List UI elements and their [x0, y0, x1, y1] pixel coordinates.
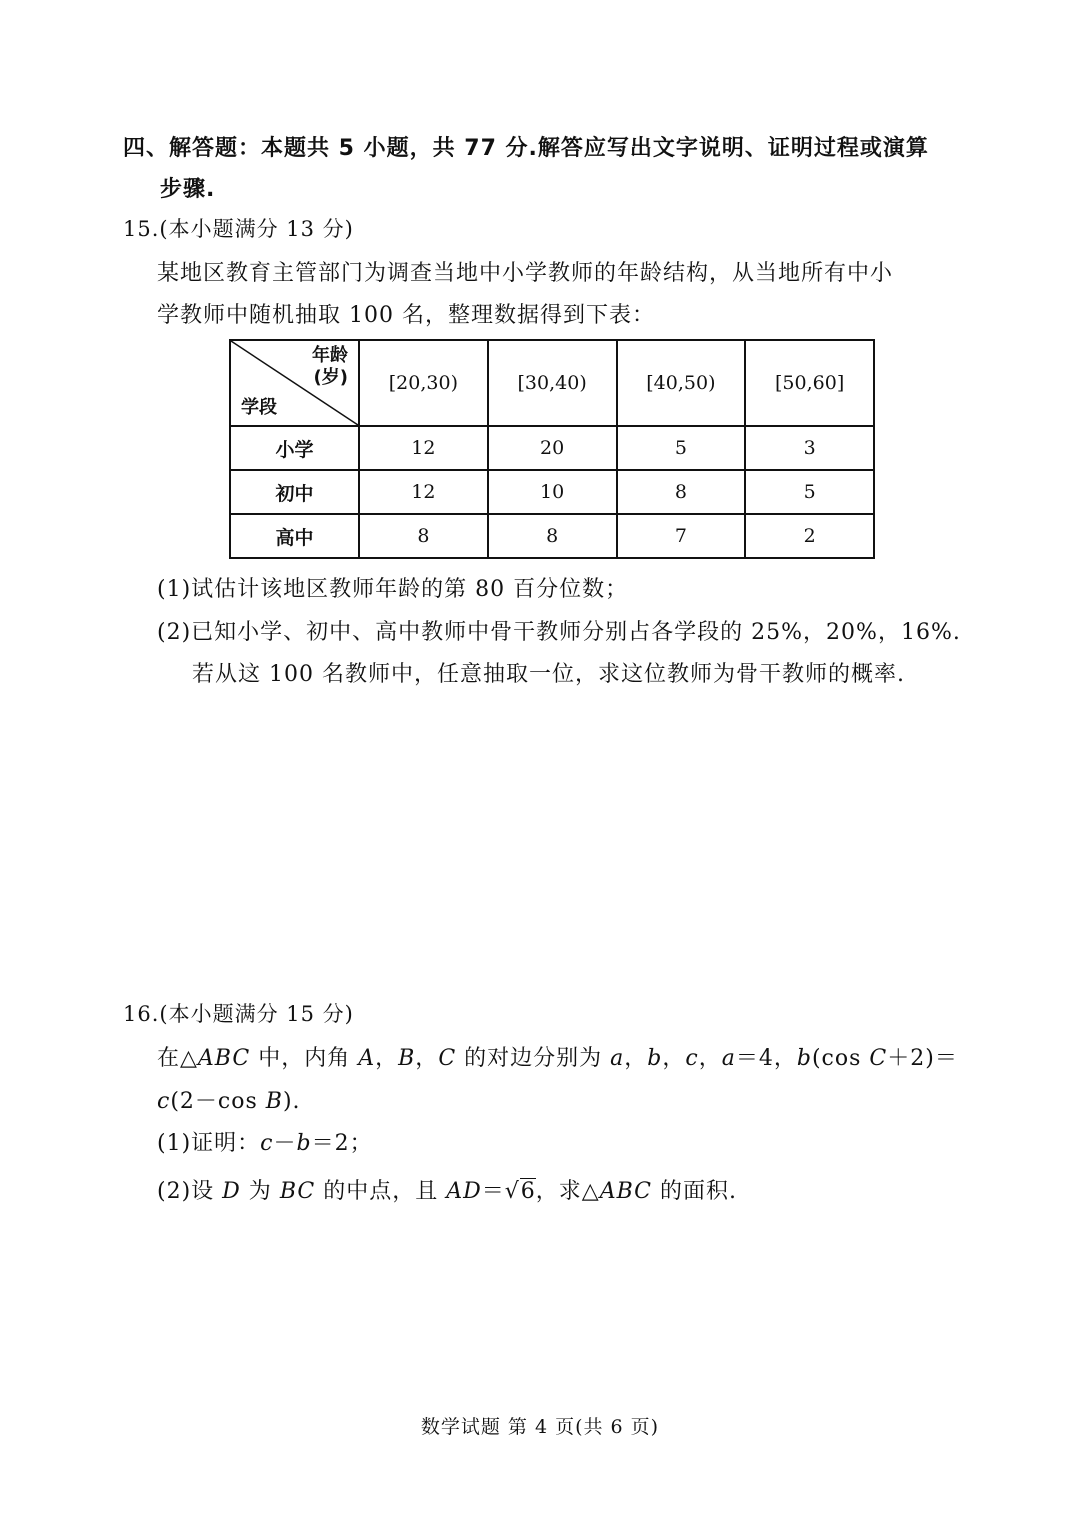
q16-title: 16.(本小题满分 15 分) [123, 1002, 354, 1026]
q16-statement-line1: 在△ABC 中，内角 A，B，C 的对边分别为 a，b，c，a＝4，b(cos C＋2)＝ [157, 1046, 958, 1071]
q16-statement-line2: c(2－cos B). [157, 1089, 301, 1114]
q15-title: 15.(本小题满分 13 分) [123, 217, 354, 241]
table-cell: 5 [617, 426, 746, 470]
table-cell: 2 [745, 514, 874, 558]
table-row [230, 514, 874, 558]
q15-part1: (1)试估计该地区教师年龄的第 80 百分位数； [157, 577, 629, 602]
table-cell: 7 [617, 514, 746, 558]
section-header-line2: 步骤. [160, 177, 216, 202]
row-label: 高中 [230, 514, 359, 558]
corner-age-label: 年龄 (岁) [312, 345, 348, 388]
q15-part2-line2: 若从这 100 名教师中，任意抽取一位，求这位教师为骨干教师的概率. [192, 662, 905, 687]
table-cell: 8 [488, 514, 617, 558]
column-header: [40,50) [617, 340, 746, 426]
q16-part2: (2)设 D 为 BC 的中点，且 AD＝√6，求△ABC 的面积. [157, 1179, 738, 1204]
age-distribution-table [229, 339, 875, 559]
table-cell: 12 [359, 426, 488, 470]
table-header-row [230, 340, 874, 426]
table-corner-cell [230, 340, 359, 426]
q15-intro-line2: 学教师中随机抽取 100 名，整理数据得到下表： [157, 303, 655, 328]
page-footer: 数学试题 第 4 页(共 6 页) [420, 1416, 660, 1438]
table-cell: 20 [488, 426, 617, 470]
table-cell: 8 [359, 514, 488, 558]
q15-part2-line1: (2)已知小学、初中、高中教师中骨干教师分别占各学段的 25%，20%，16%. [157, 620, 961, 645]
column-header: [30,40) [488, 340, 617, 426]
table-row [230, 470, 874, 514]
q15-intro-line1: 某地区教育主管部门为调查当地中小学教师的年龄结构，从当地所有中小 [157, 261, 894, 286]
section-header-line1: 四、解答题：本题共 5 小题，共 77 分.解答应写出文字说明、证明过程或演算 [123, 136, 929, 161]
table-cell: 12 [359, 470, 488, 514]
table-row [230, 426, 874, 470]
table-cell: 3 [745, 426, 874, 470]
corner-stage-label: 学段 [241, 397, 277, 418]
column-header: [20,30) [359, 340, 488, 426]
row-label: 初中 [230, 470, 359, 514]
table-cell: 10 [488, 470, 617, 514]
column-header: [50,60] [745, 340, 874, 426]
table-cell: 5 [745, 470, 874, 514]
table-cell: 8 [617, 470, 746, 514]
row-label: 小学 [230, 426, 359, 470]
q16-part1: (1)证明：c－b＝2； [157, 1131, 373, 1156]
